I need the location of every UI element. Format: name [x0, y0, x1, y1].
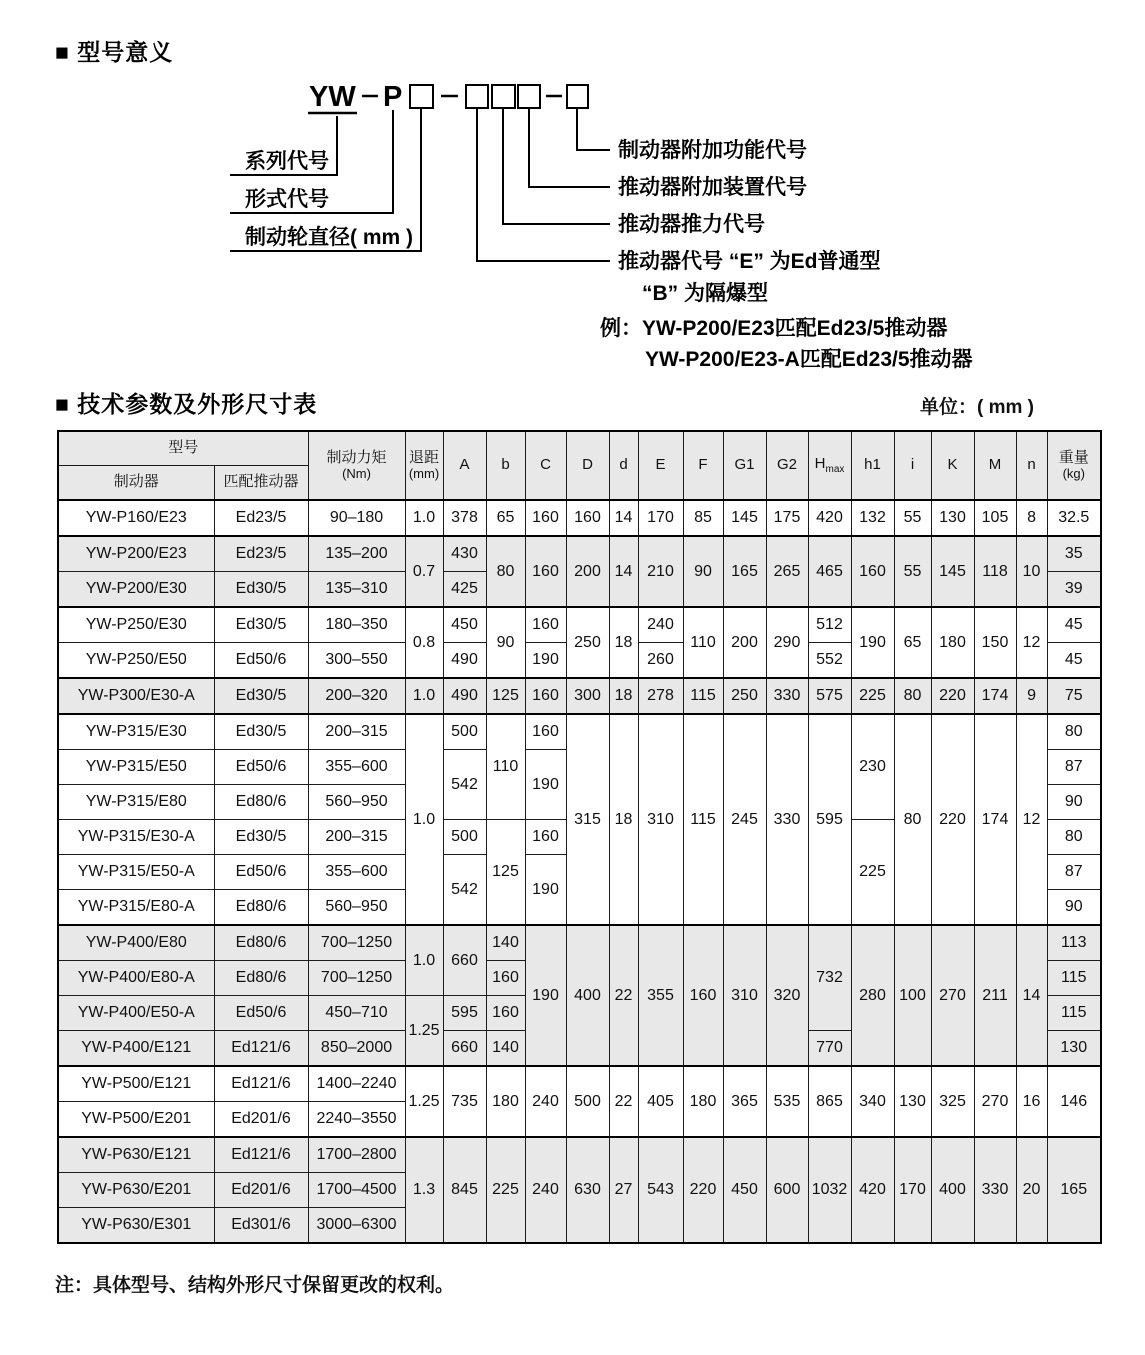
col-header-G1: G1	[723, 431, 766, 500]
table-cell: 225	[851, 820, 894, 926]
table-cell: 1700–2800	[308, 1137, 405, 1173]
table-cell: 32.5	[1047, 500, 1101, 536]
table-cell: 850–2000	[308, 1031, 405, 1067]
table-cell: 90	[1047, 785, 1101, 820]
table-cell: 265	[766, 536, 808, 607]
table-cell: 1.0	[405, 925, 443, 996]
table-cell: 865	[808, 1066, 851, 1137]
table-cell: 200–315	[308, 820, 405, 855]
model-cell: YW-P315/E80	[58, 785, 214, 820]
table-cell: 355–600	[308, 750, 405, 785]
table-cell: 135–200	[308, 536, 405, 572]
table-cell: 160	[683, 925, 723, 1066]
table-cell: 1700–4500	[308, 1173, 405, 1208]
table-cell: Ed121/6	[214, 1137, 308, 1173]
table-cell: 552	[808, 643, 851, 679]
table-cell: 500	[566, 1066, 609, 1137]
table-cell: Ed30/5	[214, 714, 308, 750]
table-cell: 80	[1047, 714, 1101, 750]
table-cell: Ed30/5	[214, 678, 308, 714]
table-cell: 630	[566, 1137, 609, 1243]
model-cell: YW-P315/E30-A	[58, 820, 214, 855]
table-cell: 260	[638, 643, 683, 679]
table-cell: 135–310	[308, 572, 405, 608]
table-cell: 2240–3550	[308, 1102, 405, 1138]
table-row	[58, 607, 1101, 643]
table-cell: 18	[609, 678, 638, 714]
table-cell: 190	[525, 855, 566, 926]
code-box-thruster	[466, 85, 488, 108]
table-cell: 220	[931, 678, 974, 714]
table-cell: 180	[931, 607, 974, 678]
example-line-1: 例：YW-P200/E23匹配Ed23/5推动器	[600, 317, 948, 340]
table-cell: 110	[486, 714, 525, 820]
label-thruster-thrust-code: 推动器推力代号	[618, 213, 765, 236]
table-cell: 160	[851, 536, 894, 607]
table-cell: 250	[723, 678, 766, 714]
table-cell: Ed30/5	[214, 820, 308, 855]
table-cell: 405	[638, 1066, 683, 1137]
table-cell: 160	[525, 820, 566, 855]
model-cell: YW-P400/E80	[58, 925, 214, 961]
table-cell: 190	[525, 643, 566, 679]
table-cell: 330	[766, 714, 808, 925]
table-cell: 145	[931, 536, 974, 607]
table-cell: 115	[1047, 961, 1101, 996]
table-cell: 190	[525, 750, 566, 820]
table-cell: 146	[1047, 1066, 1101, 1137]
col-header-h1: h1	[851, 431, 894, 500]
table-cell: 325	[931, 1066, 974, 1137]
table-cell: 230	[851, 714, 894, 820]
table-cell: 55	[894, 536, 931, 607]
table-cell: 330	[766, 678, 808, 714]
model-cell: YW-P315/E50-A	[58, 855, 214, 890]
table-cell: 1.25	[405, 1066, 443, 1137]
table-cell: 425	[443, 572, 486, 608]
table-cell: Ed121/6	[214, 1066, 308, 1102]
table-cell: 3000–6300	[308, 1208, 405, 1244]
model-cell: YW-P200/E23	[58, 536, 214, 572]
table-cell: 240	[525, 1066, 566, 1137]
table-cell: 600	[766, 1137, 808, 1243]
code-box-diameter	[410, 85, 433, 108]
table-cell: 45	[1047, 607, 1101, 643]
table-cell: Ed50/6	[214, 996, 308, 1031]
table-cell: 430	[443, 536, 486, 572]
table-cell: 160	[486, 996, 525, 1031]
model-cell: YW-P315/E50	[58, 750, 214, 785]
table-cell: 12	[1016, 714, 1047, 925]
table-cell: 340	[851, 1066, 894, 1137]
col-header-retreat	[405, 431, 443, 500]
table-cell: 450–710	[308, 996, 405, 1031]
table-cell: 22	[609, 1066, 638, 1137]
retreat-label-line1: 退距	[409, 449, 440, 467]
table-cell: 160	[566, 500, 609, 536]
table-cell: 175	[766, 500, 808, 536]
model-cell: YW-P630/E301	[58, 1208, 214, 1244]
table-cell: 845	[443, 1137, 486, 1243]
col-header-brake: 制动器	[58, 466, 214, 501]
col-header-M: M	[974, 431, 1016, 500]
table-cell: 130	[931, 500, 974, 536]
model-cell: YW-P500/E121	[58, 1066, 214, 1102]
table-cell: 45	[1047, 643, 1101, 679]
table-cell: 211	[974, 925, 1016, 1066]
table-cell: 420	[851, 1137, 894, 1243]
col-header-d: d	[609, 431, 638, 500]
col-header-D: D	[566, 431, 609, 500]
label-wheel-diameter: 制动轮直径( mm )	[245, 226, 413, 249]
table-cell: 542	[443, 750, 486, 820]
footnote: 注：具体型号、结构外形尺寸保留更改的权利。	[55, 1275, 455, 1296]
table-cell: 145	[723, 500, 766, 536]
table-cell: 355	[638, 925, 683, 1066]
table-cell: 770	[808, 1031, 851, 1067]
table-cell: 595	[808, 714, 851, 925]
table-cell: 595	[443, 996, 486, 1031]
table-cell: 310	[638, 714, 683, 925]
table-cell: 1.0	[405, 678, 443, 714]
example-line-2: YW-P200/E23-A匹配Ed23/5推动器	[645, 348, 973, 371]
table-cell: 118	[974, 536, 1016, 607]
table-cell: 500	[443, 820, 486, 855]
table-cell: 39	[1047, 572, 1101, 608]
table-cell: Ed30/5	[214, 607, 308, 643]
label-series-code: 系列代号	[245, 150, 329, 173]
table-cell: 220	[931, 714, 974, 925]
table-cell: 14	[609, 500, 638, 536]
table-header	[58, 431, 1101, 500]
table-cell: 660	[443, 1031, 486, 1067]
connector-device	[529, 108, 610, 187]
table-cell: 125	[486, 820, 525, 926]
table-cell: 575	[808, 678, 851, 714]
table-cell: 115	[683, 714, 723, 925]
label-thruster-device-code: 推动器附加装置代号	[618, 176, 807, 199]
table-cell: 10	[1016, 536, 1047, 607]
table-cell: 560–950	[308, 785, 405, 820]
table-cell: 115	[683, 678, 723, 714]
table-cell: 270	[974, 1066, 1016, 1137]
table-cell: Ed30/5	[214, 572, 308, 608]
model-code-diagram	[0, 0, 1145, 380]
table-cell: 160	[525, 714, 566, 750]
section-title-spec-table: ■ 技术参数及外形尺寸表	[55, 391, 318, 417]
retreat-label-line2: (mm)	[408, 465, 440, 481]
table-cell: 160	[525, 536, 566, 607]
table-cell: 18	[609, 714, 638, 925]
table-cell: 190	[525, 925, 566, 1066]
table-cell: 12	[1016, 607, 1047, 678]
model-cell: YW-P400/E80-A	[58, 961, 214, 996]
table-cell: 90	[486, 607, 525, 678]
table-cell: 290	[766, 607, 808, 678]
table-cell: 130	[1047, 1031, 1101, 1067]
table-cell: 278	[638, 678, 683, 714]
table-cell: 65	[486, 500, 525, 536]
table-cell: 280	[851, 925, 894, 1066]
table-cell: 90–180	[308, 500, 405, 536]
table-cell: 535	[766, 1066, 808, 1137]
table-cell: Ed23/5	[214, 536, 308, 572]
table-cell: 465	[808, 536, 851, 607]
table-cell: 700–1250	[308, 961, 405, 996]
table-row	[58, 1066, 1101, 1102]
table-cell: 300	[566, 678, 609, 714]
table-cell: 490	[443, 678, 486, 714]
table-cell: 160	[525, 678, 566, 714]
table-cell: 90	[683, 536, 723, 607]
label-form-code: 形式代号	[245, 188, 329, 211]
table-cell: 125	[486, 678, 525, 714]
table-body	[58, 500, 1101, 1243]
col-header-G2: G2	[766, 431, 808, 500]
table-cell: Ed50/6	[214, 855, 308, 890]
table-cell: 35	[1047, 536, 1101, 572]
table-cell: 174	[974, 714, 1016, 925]
table-cell: 170	[638, 500, 683, 536]
table-cell: 14	[609, 536, 638, 607]
table-cell: 225	[486, 1137, 525, 1243]
table-cell: Ed121/6	[214, 1031, 308, 1067]
model-cell: YW-P315/E80-A	[58, 890, 214, 926]
table-cell: 490	[443, 643, 486, 679]
code-box-function	[567, 85, 588, 108]
table-cell: 1400–2240	[308, 1066, 405, 1102]
table-cell: 8	[1016, 500, 1047, 536]
table-cell: 174	[974, 678, 1016, 714]
table-cell: 80	[1047, 820, 1101, 855]
table-cell: Ed80/6	[214, 961, 308, 996]
model-cell: YW-P400/E121	[58, 1031, 214, 1067]
table-cell: 87	[1047, 855, 1101, 890]
table-row	[58, 714, 1101, 750]
table-cell: 160	[525, 607, 566, 643]
model-cell: YW-P630/E201	[58, 1173, 214, 1208]
table-cell: 140	[486, 1031, 525, 1067]
table-row	[58, 500, 1101, 536]
table-cell: 65	[894, 607, 931, 678]
table-cell: 700–1250	[308, 925, 405, 961]
model-cell: YW-P300/E30-A	[58, 678, 214, 714]
table-cell: 500	[443, 714, 486, 750]
label-thruster-code-e: 推动器代号 “E” 为Ed普通型	[618, 250, 881, 273]
table-cell: 0.8	[405, 607, 443, 678]
table-cell: 80	[894, 678, 931, 714]
col-header-n: n	[1016, 431, 1047, 500]
table-cell: Ed50/6	[214, 750, 308, 785]
table-cell: 245	[723, 714, 766, 925]
model-cell: YW-P200/E30	[58, 572, 214, 608]
table-cell: 315	[566, 714, 609, 925]
table-cell: 190	[851, 607, 894, 678]
label-brake-function-code: 制动器附加功能代号	[618, 139, 807, 162]
table-cell: 110	[683, 607, 723, 678]
table-cell: 1.3	[405, 1137, 443, 1243]
torque-label-line2: (Nm)	[342, 465, 371, 481]
col-header-model-group: 型号	[58, 431, 308, 466]
table-cell: 200–320	[308, 678, 405, 714]
table-cell: 14	[1016, 925, 1047, 1066]
code-box-device	[518, 85, 540, 108]
model-cell: YW-P500/E201	[58, 1102, 214, 1138]
col-header-C: C	[525, 431, 566, 500]
table-cell: Ed80/6	[214, 925, 308, 961]
connector-thruster	[477, 108, 610, 261]
table-cell: 150	[974, 607, 1016, 678]
col-header-E: E	[638, 431, 683, 500]
table-cell: 55	[894, 500, 931, 536]
col-header-weight	[1047, 431, 1101, 500]
table-cell: 378	[443, 500, 486, 536]
unit-label: 单位：( mm )	[920, 397, 1035, 418]
table-cell: 220	[683, 1137, 723, 1243]
code-box-thrust	[492, 85, 515, 108]
table-cell: 132	[851, 500, 894, 536]
table-cell: 310	[723, 925, 766, 1066]
spec-table	[57, 430, 1102, 1244]
model-cell: YW-P250/E30	[58, 607, 214, 643]
connector-thrust	[503, 108, 610, 224]
table-cell: 165	[1047, 1137, 1101, 1243]
col-header-Hmax: $H_{max}$	[808, 431, 851, 500]
table-cell: 165	[723, 536, 766, 607]
table-cell: 210	[638, 536, 683, 607]
table-cell: 270	[931, 925, 974, 1066]
torque-label-line1: 制动力矩	[326, 449, 387, 467]
table-row	[58, 1137, 1101, 1173]
label-thruster-code-b: “B” 为隔爆型	[642, 282, 768, 305]
table-cell: 1032	[808, 1137, 851, 1243]
table-cell: 200–315	[308, 714, 405, 750]
table-cell: 450	[723, 1137, 766, 1243]
col-header-torque	[308, 431, 405, 500]
table-cell: 542	[443, 855, 486, 926]
table-cell: Ed80/6	[214, 785, 308, 820]
table-row	[58, 678, 1101, 714]
table-cell: 105	[974, 500, 1016, 536]
table-cell: 400	[566, 925, 609, 1066]
table-row	[58, 536, 1101, 572]
col-header-F: F	[683, 431, 723, 500]
table-cell: 1.0	[405, 714, 443, 925]
table-cell: 240	[525, 1137, 566, 1243]
table-cell: Ed201/6	[214, 1173, 308, 1208]
table-cell: 160	[486, 961, 525, 996]
header-row-1	[58, 431, 1101, 466]
code-form-text: P	[383, 81, 403, 113]
table-cell: 80	[486, 536, 525, 607]
table-cell: 90	[1047, 890, 1101, 926]
col-header-b: b	[486, 431, 525, 500]
model-cell: YW-P630/E121	[58, 1137, 214, 1173]
table-cell: Ed23/5	[214, 500, 308, 536]
col-header-K: K	[931, 431, 974, 500]
table-cell: 180–350	[308, 607, 405, 643]
table-cell: 1.0	[405, 500, 443, 536]
table-cell: 115	[1047, 996, 1101, 1031]
table-cell: 400	[931, 1137, 974, 1243]
model-cell: YW-P160/E23	[58, 500, 214, 536]
table-cell: 27	[609, 1137, 638, 1243]
table-cell: 160	[525, 500, 566, 536]
table-cell: 732	[808, 925, 851, 1031]
table-cell: 420	[808, 500, 851, 536]
table-cell: 365	[723, 1066, 766, 1137]
table-cell: 9	[1016, 678, 1047, 714]
code-series-text: YW	[309, 81, 356, 113]
col-header-thruster: 匹配推动器	[214, 466, 308, 501]
table-cell: 300–550	[308, 643, 405, 679]
model-cell: YW-P315/E30	[58, 714, 214, 750]
table-cell: Ed80/6	[214, 890, 308, 926]
table-cell: 20	[1016, 1137, 1047, 1243]
section-title-model-meaning: ■ 型号意义	[55, 39, 174, 65]
table-cell: 85	[683, 500, 723, 536]
table-cell: 450	[443, 607, 486, 643]
table-cell: 18	[609, 607, 638, 678]
model-cell: YW-P250/E50	[58, 643, 214, 679]
table-cell: 180	[486, 1066, 525, 1137]
table-cell: Ed50/6	[214, 643, 308, 679]
table-cell: 180	[683, 1066, 723, 1137]
weight-label-line2: (kg)	[1062, 465, 1085, 481]
table-cell: 170	[894, 1137, 931, 1243]
table-cell: 320	[766, 925, 808, 1066]
table-cell: 140	[486, 925, 525, 961]
table-cell: 113	[1047, 925, 1101, 961]
connector-function	[577, 108, 610, 150]
table-cell: 543	[638, 1137, 683, 1243]
table-cell: Ed201/6	[214, 1102, 308, 1138]
table-cell: 560–950	[308, 890, 405, 926]
table-cell: 75	[1047, 678, 1101, 714]
table-cell: 240	[638, 607, 683, 643]
col-header-i: i	[894, 431, 931, 500]
table-cell: 250	[566, 607, 609, 678]
table-cell: Ed301/6	[214, 1208, 308, 1244]
table-cell: 355–600	[308, 855, 405, 890]
table-cell: 22	[609, 925, 638, 1066]
table-cell: 512	[808, 607, 851, 643]
table-cell: 100	[894, 925, 931, 1066]
model-cell: YW-P400/E50-A	[58, 996, 214, 1031]
weight-label-line1: 重量	[1058, 449, 1089, 467]
table-row	[58, 925, 1101, 961]
table-cell: 80	[894, 714, 931, 925]
table-cell: 735	[443, 1066, 486, 1137]
table-cell: 87	[1047, 750, 1101, 785]
table-cell: 1.25	[405, 996, 443, 1067]
table-cell: 0.7	[405, 536, 443, 607]
table-cell: 330	[974, 1137, 1016, 1243]
table-cell: 16	[1016, 1066, 1047, 1137]
col-header-A: A	[443, 431, 486, 500]
table-cell: 225	[851, 678, 894, 714]
table-cell: 200	[566, 536, 609, 607]
table-cell: 200	[723, 607, 766, 678]
table-cell: 660	[443, 925, 486, 996]
table-cell: 130	[894, 1066, 931, 1137]
